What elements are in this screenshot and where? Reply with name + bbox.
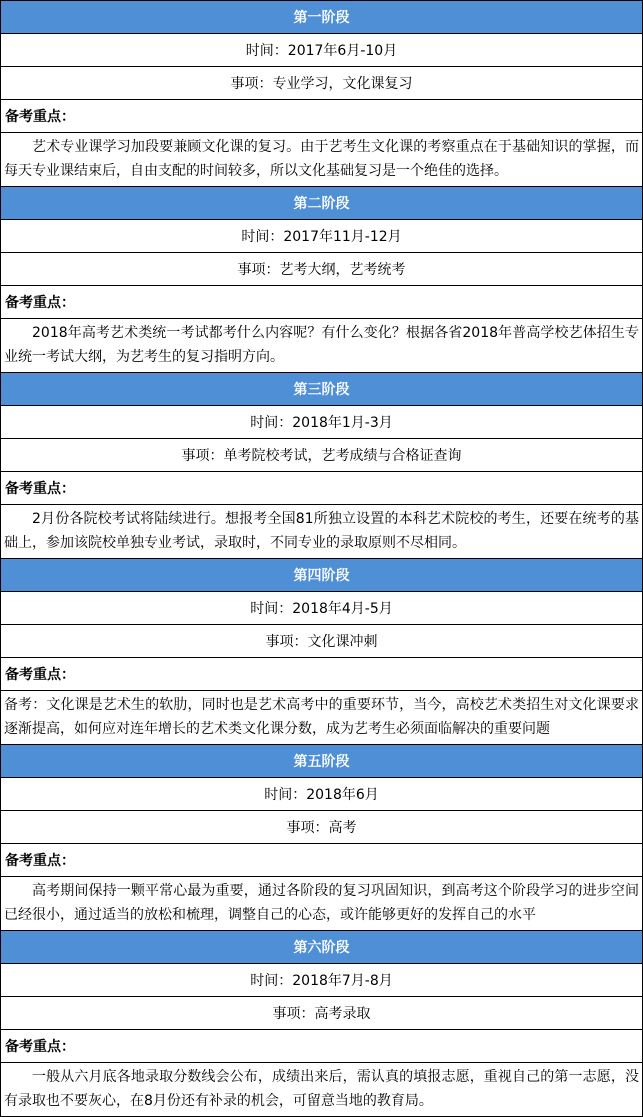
key-points-label: 备考重点： <box>1 99 642 132</box>
stage-matter: 事项：单考院校考试，艺考成绩与合格证查询 <box>1 438 642 471</box>
stage-header: 第三阶段 <box>1 372 642 405</box>
key-points-text: 艺术专业课学习加段要兼顾文化课的复习。由于艺考生文化课的考察重点在于基础知识的掌握，而每天专业课结束后，自由支配的时间较多，所以文化基础复习是一个绝佳的选择。 <box>1 132 642 186</box>
stage-matter: 事项：文化课冲刺 <box>1 624 642 657</box>
key-points-label: 备考重点： <box>1 285 642 318</box>
stage-time: 时间：2017年11月-12月 <box>1 219 642 252</box>
stage-time: 时间：2018年4月-5月 <box>1 591 642 624</box>
stage-matter: 事项：艺考大纲，艺考统考 <box>1 252 642 285</box>
stage-matter: 事项：高考 <box>1 810 642 843</box>
key-points-text: 高考期间保持一颗平常心最为重要，通过各阶段的复习巩固知识，到高考这个阶段学习的进步空间已经很小，通过适当的放松和梳理，调整自己的心态，或许能够更好的发挥自己的水平 <box>1 876 642 930</box>
stage-header: 第四阶段 <box>1 558 642 591</box>
key-points-label: 备考重点： <box>1 657 642 690</box>
key-points-text: 2018年高考艺术类统一考试都考什么内容呢？有什么变化？根据各省2018年普高学校艺体招生专业统一考试大纲，为艺考生的复习指明方向。 <box>1 318 642 372</box>
key-points-label: 备考重点： <box>1 843 642 876</box>
stage-header: 第一阶段 <box>1 0 642 33</box>
stage-time: 时间：2018年7月-8月 <box>1 963 642 996</box>
key-points-label: 备考重点： <box>1 1029 642 1062</box>
stage-header: 第五阶段 <box>1 744 642 777</box>
stage-header: 第二阶段 <box>1 186 642 219</box>
key-points-text: 备考：文化课是艺术生的软肋，同时也是艺术高考中的重要环节，当今，高校艺术类招生对文化课要求逐渐提高，如何应对连年增长的艺术类文化课分数，成为艺考生必须面临解决的重要问题 <box>1 690 642 744</box>
stage-time: 时间：2018年1月-3月 <box>1 405 642 438</box>
stage-time: 时间：2017年6月-10月 <box>1 33 642 66</box>
key-points-label: 备考重点： <box>1 471 642 504</box>
stage-time: 时间：2018年6月 <box>1 777 642 810</box>
key-points-text: 一般从六月底各地录取分数线会公布，成绩出来后，需认真的填报志愿，重视自己的第一志愿，没有录取也不要灰心，在8月份还有补录的机会，可留意当地的教育局。 <box>1 1062 642 1116</box>
key-points-text: 2月份各院校考试将陆续进行。想报考全国81所独立设置的本科艺术院校的考生，还要在统考的基础上，参加该院校单独专业考试，录取时，不同专业的录取原则不尽相同。 <box>1 504 642 558</box>
stage-header: 第六阶段 <box>1 930 642 963</box>
stage-matter: 事项：高考录取 <box>1 996 642 1029</box>
stage-matter: 事项：专业学习，文化课复习 <box>1 66 642 99</box>
